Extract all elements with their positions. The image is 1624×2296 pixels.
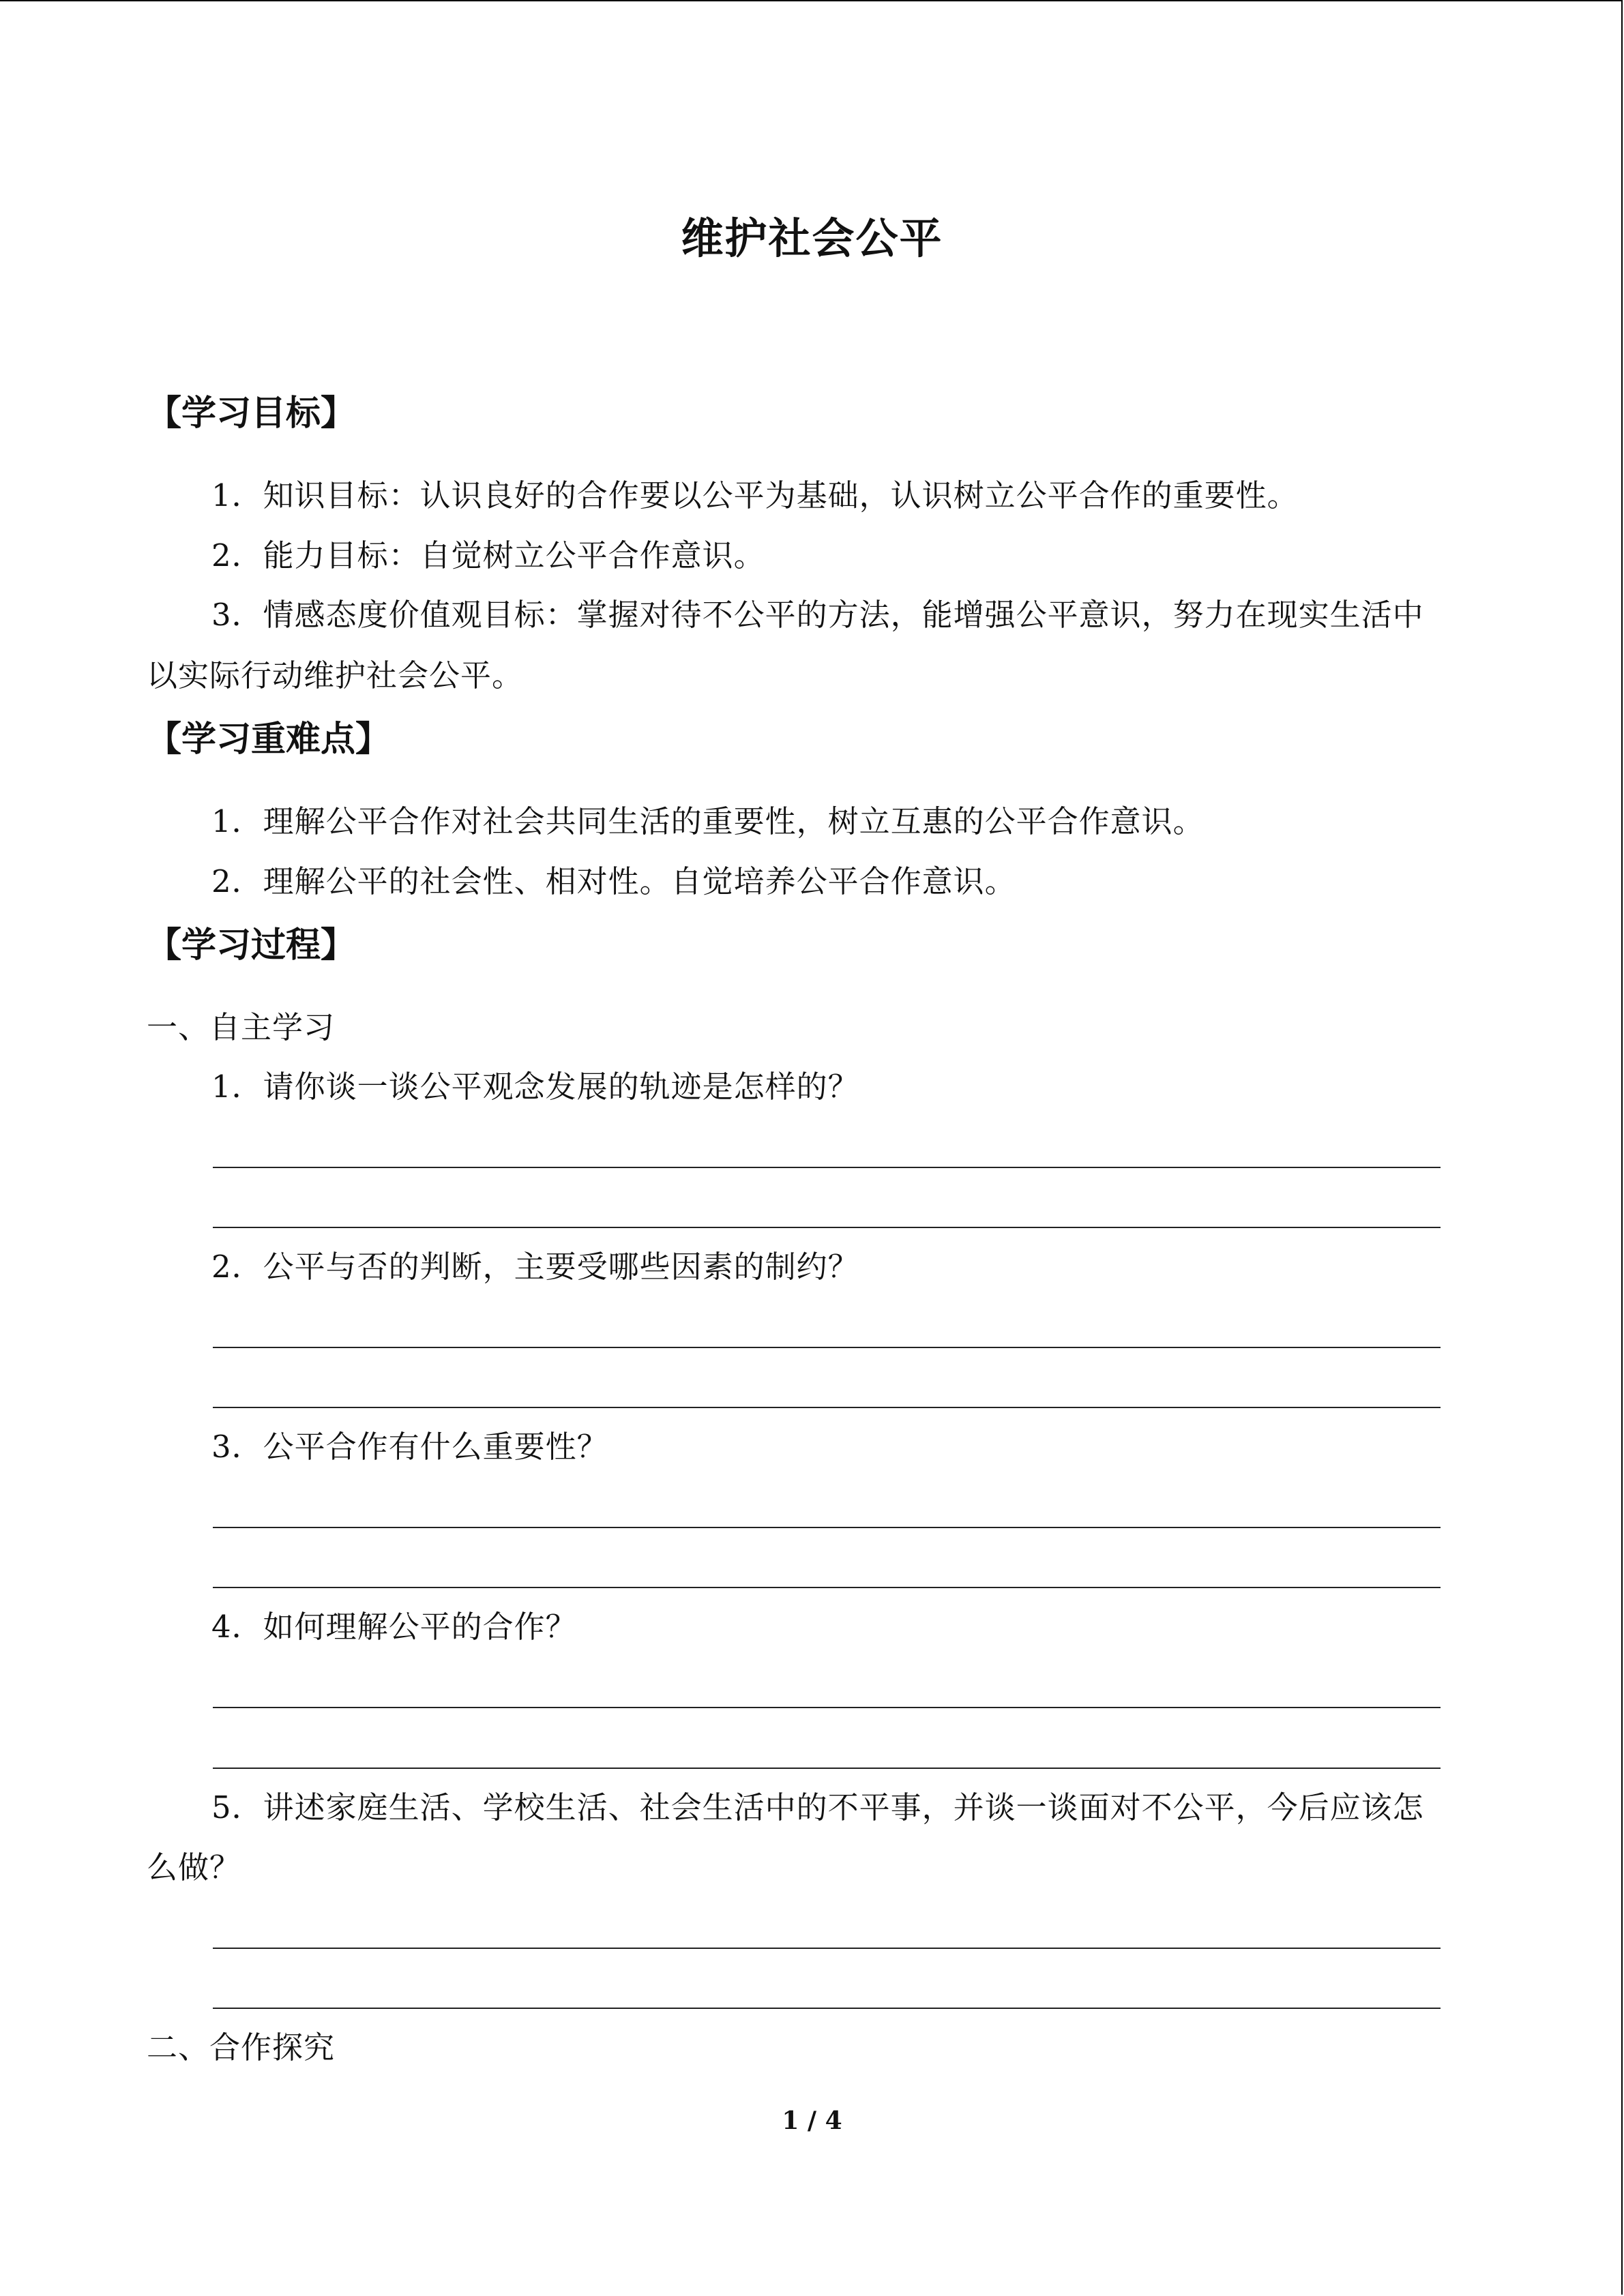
question-1: 1．请你谈一谈公平观念发展的轨迹是怎样的？ bbox=[211, 1069, 859, 1105]
objective-item-3-line-2: 以实际行动维护社会公平。 bbox=[147, 657, 524, 694]
question-4: 4．如何理解公平的合作？ bbox=[211, 1609, 577, 1645]
key-point-item-1: 1．理解公平合作对社会共同生活的重要性，树立互惠的公平合作意识。 bbox=[211, 803, 1205, 839]
answer-line bbox=[213, 2008, 1441, 2009]
answer-line bbox=[213, 1407, 1441, 1408]
question-5-line-1: 5．讲述家庭生活、学校生活、社会生活中的不平事，并谈一谈面对不公平，今后应该怎 bbox=[211, 1789, 1424, 1825]
process-heading: 【学习过程】 bbox=[147, 925, 356, 966]
answer-line bbox=[213, 1768, 1441, 1769]
answer-line bbox=[213, 1948, 1441, 1949]
self-study-title: 一、自主学习 bbox=[147, 1009, 336, 1045]
cooperative-inquiry-title: 二、合作探究 bbox=[147, 2029, 336, 2066]
key-point-item-2: 2．理解公平的社会性、相对性。自觉培养公平合作意识。 bbox=[211, 863, 1016, 899]
question-2: 2．公平与否的判断，主要受哪些因素的制约？ bbox=[211, 1249, 859, 1285]
answer-line bbox=[213, 1587, 1441, 1588]
objective-item-3-line-1: 3．情感态度价值观目标：掌握对待不公平的方法，能增强公平意识，努力在现实生活中 bbox=[211, 597, 1424, 633]
answer-line bbox=[213, 1167, 1441, 1168]
key-points-heading: 【学习重难点】 bbox=[147, 719, 391, 760]
question-5-line-2: 么做？ bbox=[147, 1849, 241, 1885]
answer-line bbox=[213, 1227, 1441, 1228]
answer-line bbox=[213, 1527, 1441, 1528]
objectives-heading: 【学习目标】 bbox=[147, 393, 356, 434]
document-title: 维护社会公平 bbox=[681, 213, 943, 263]
page-number: 1 / 4 bbox=[782, 2106, 842, 2135]
answer-line bbox=[213, 1707, 1441, 1708]
answer-line bbox=[213, 1347, 1441, 1348]
objective-item-1: 1．知识目标：认识良好的合作要以公平为基础，认识树立公平合作的重要性。 bbox=[211, 477, 1299, 513]
question-3: 3．公平合作有什么重要性？ bbox=[211, 1429, 608, 1465]
objective-item-2: 2．能力目标：自觉树立公平合作意识。 bbox=[211, 537, 765, 573]
